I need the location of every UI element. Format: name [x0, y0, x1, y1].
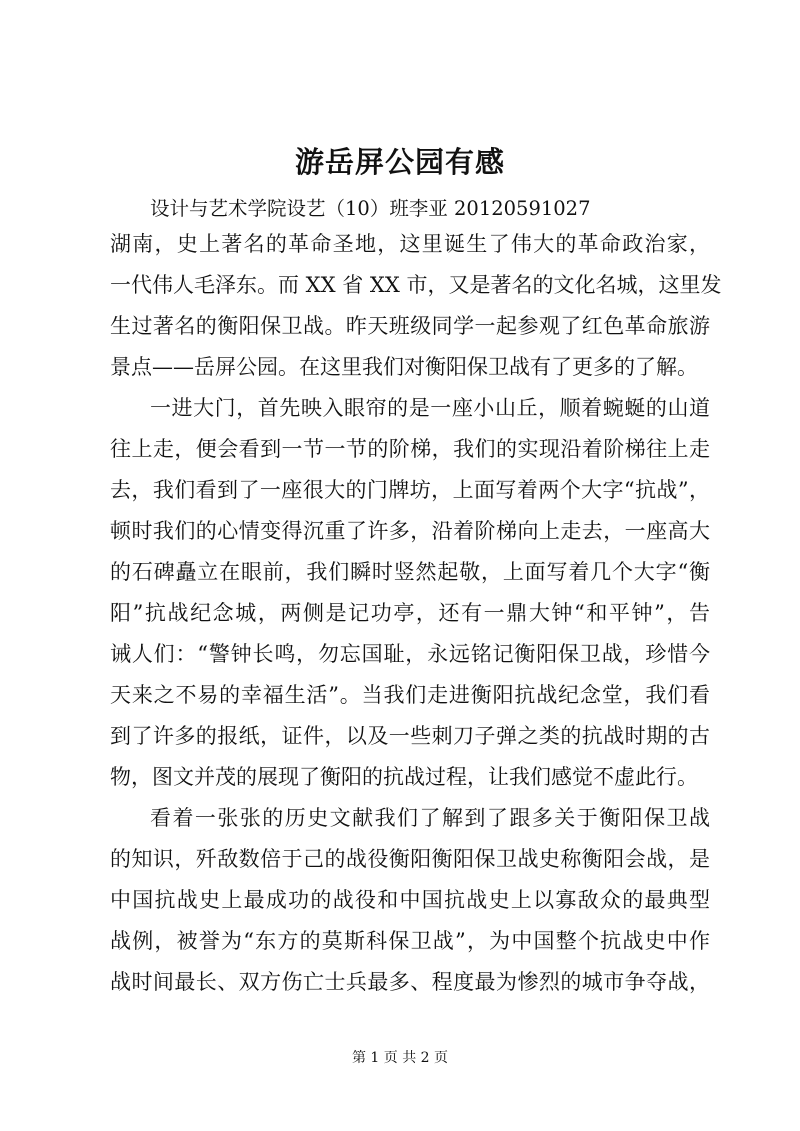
text-line: 到了许多的报纸，证件，以及一些刺刀子弹之类的抗战时期的古	[110, 724, 710, 748]
text-line: 湖南，史上著名的革命圣地，这里诞生了伟大的革命政治家，	[110, 232, 710, 256]
text-line: 战时间最长、双方伤亡士兵最多、程度最为惨烈的城市争夺战，	[110, 970, 710, 994]
document-body	[110, 224, 722, 1003]
text-line: 一代伟人毛泽东。而 XX 省 XX 市，又是著名的文化名城，这里发	[110, 273, 722, 297]
text-line: 生过著名的衡阳保卫战。昨天班级同学一起参观了红色革命旅游	[110, 314, 710, 338]
text-line: 诫人们：“警钟长鸣，勿忘国耻，永远铭记衡阳保卫战，珍惜今	[110, 642, 710, 666]
text-line: 看着一张张的历史文献我们了解到了跟多关于衡阳保卫战	[150, 806, 710, 830]
text-line: 天来之不易的幸福生活”。当我们走进衡阳抗战纪念堂，我们看	[110, 683, 710, 707]
text-line: 顿时我们的心情变得沉重了许多，沿着阶梯向上走去，一座高大	[110, 519, 710, 543]
text-line: 物，图文并茂的展现了衡阳的抗战过程，让我们感觉不虚此行。	[110, 765, 698, 789]
text-line: 中国抗战史上最成功的战役和中国抗战史上以寡敌众的最典型	[110, 888, 710, 912]
text-line: 去，我们看到了一座很大的门牌坊，上面写着两个大字“抗战”，	[110, 478, 710, 502]
text-line: 景点——岳屏公园。在这里我们对衡阳保卫战有了更多的了解。	[110, 355, 698, 379]
text-line: 的知识，歼敌数倍于己的战役衡阳衡阳保卫战史称衡阳会战，是	[110, 847, 710, 871]
text-line: 往上走，便会看到一节一节的阶梯，我们的实现沿着阶梯往上走	[110, 437, 710, 461]
page-footer: 第 1 页 共 2 页	[351, 1050, 449, 1066]
text-line: 战例，被誉为“东方的莫斯科保卫战”，为中国整个抗战史中作	[110, 929, 710, 953]
author-byline: 设计与艺术学院设艺（10）班李亚 20120591027	[150, 197, 591, 220]
text-line: 阳”抗战纪念城，两侧是记功亭，还有一鼎大钟“和平钟”，告	[110, 601, 710, 625]
document-title: 游岳屏公园有感	[294, 145, 505, 179]
text-line: 的石碑矗立在眼前，我们瞬时竖然起敬，上面写着几个大字“衡	[110, 560, 710, 584]
text-line: 一进大门，首先映入眼帘的是一座小山丘，顺着蜿蜒的山道	[150, 396, 710, 420]
